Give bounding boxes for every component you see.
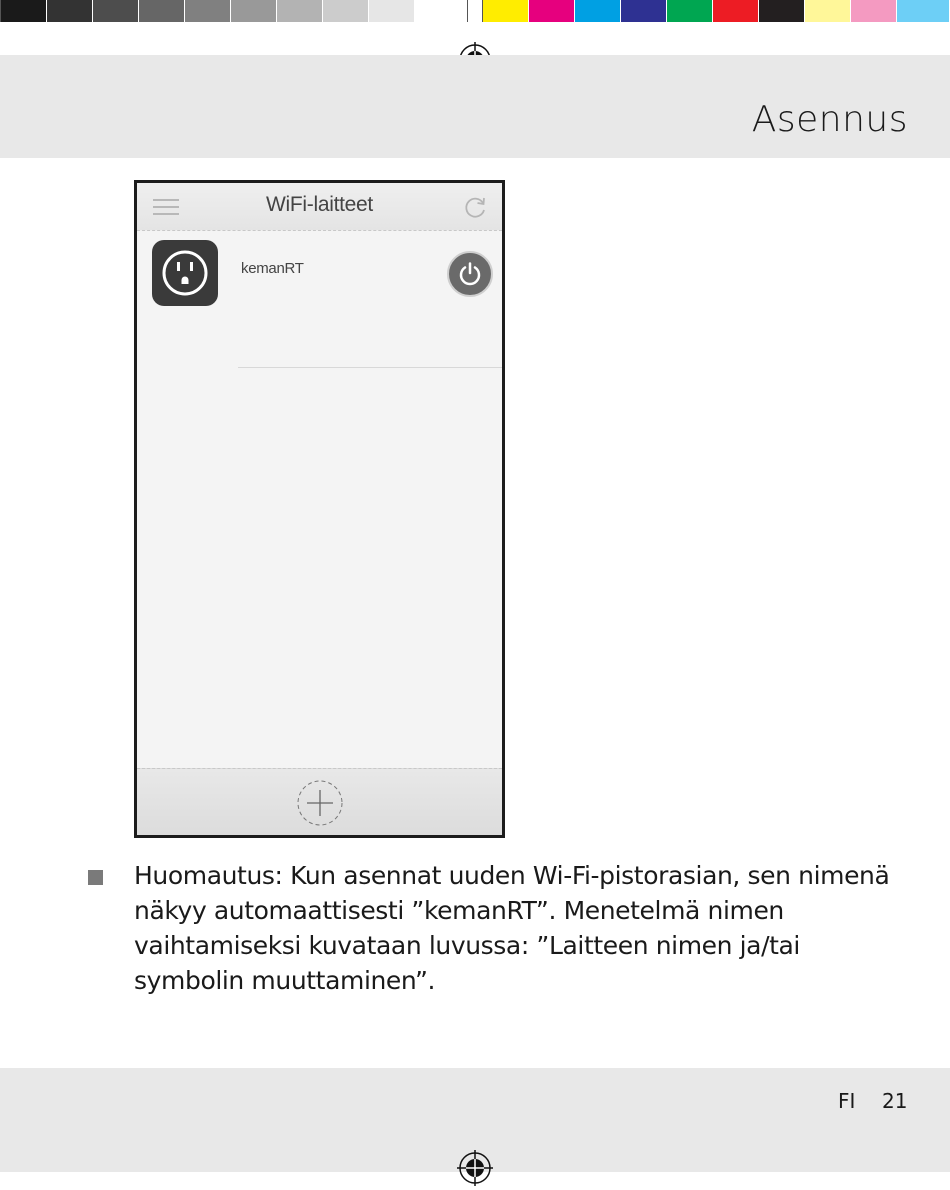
power-icon xyxy=(457,261,483,287)
power-outlet-icon xyxy=(152,240,218,306)
color-swatch xyxy=(575,0,621,22)
color-swatch xyxy=(621,0,667,22)
device-list-item[interactable] xyxy=(137,231,502,321)
page-number: 21 xyxy=(882,1089,908,1113)
color-swatch xyxy=(529,0,575,22)
color-swatch xyxy=(851,0,897,22)
row-divider xyxy=(238,367,502,368)
color-swatch xyxy=(415,0,467,22)
color-swatch xyxy=(483,0,529,22)
app-footer xyxy=(137,768,502,835)
phone-screenshot xyxy=(134,180,505,838)
color-swatch xyxy=(805,0,851,22)
registration-mark-icon xyxy=(456,1149,494,1187)
device-name: kemanRT xyxy=(241,260,304,277)
color-swatch xyxy=(93,0,139,22)
app-title: WiFi-laitteet xyxy=(266,193,373,216)
color-calibration-bar xyxy=(482,0,950,22)
refresh-icon[interactable] xyxy=(462,195,488,221)
color-swatch xyxy=(139,0,185,22)
gray-calibration-bar xyxy=(0,0,468,22)
color-swatch xyxy=(667,0,713,22)
color-swatch xyxy=(185,0,231,22)
color-swatch xyxy=(1,0,47,22)
section-title: Asennus xyxy=(751,99,908,140)
color-swatch xyxy=(369,0,415,22)
color-swatch xyxy=(277,0,323,22)
plus-icon[interactable] xyxy=(296,779,344,827)
color-swatch xyxy=(897,0,950,22)
color-swatch xyxy=(323,0,369,22)
footer-language: FI xyxy=(838,1089,856,1113)
app-header xyxy=(137,183,502,231)
color-swatch xyxy=(231,0,277,22)
power-button[interactable] xyxy=(447,251,493,297)
note-paragraph: Huomautus: Kun asennat uuden Wi-Fi-pistorasian, sen nimenä näkyy automaattisesti ”kemanRT”. Menetelmä nimen vaihtamiseksi kuvataan luvussa: ”Laitteen nimen ja/tai symbolin muuttaminen”. xyxy=(134,861,890,995)
color-swatch xyxy=(713,0,759,22)
color-swatch xyxy=(759,0,805,22)
bullet-square xyxy=(88,870,103,885)
color-swatch xyxy=(47,0,93,22)
